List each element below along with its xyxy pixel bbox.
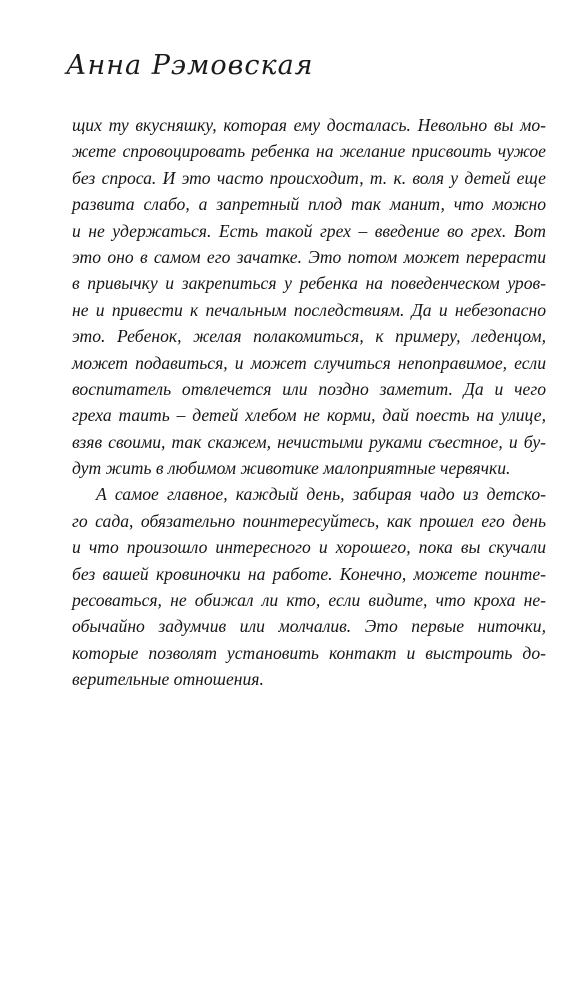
text-line: и не удержаться. Есть такой грех – введение во грех. Вот <box>72 220 546 241</box>
text-line: развита слабо, а запретный плод так манит, что можно <box>72 194 546 215</box>
text-line: не и привести к печальным последствиям. Да и небезопасно <box>72 299 546 320</box>
text-line: воспитатель отвлечется или поздно заметит. Да и чего <box>72 378 546 399</box>
text-line: ресоваться, не обижал ли кто, если видите, что кроха не- <box>72 590 546 611</box>
text-line: в привычку и закрепиться у ребенка на поведенческом уров- <box>72 273 546 294</box>
text-line: без спроса. И это часто происходит, т. к. воля у детей еще <box>72 167 546 188</box>
running-head-author: Анна Рэмовская <box>66 50 314 81</box>
text-line: дут жить в любимом животике малоприятные червячки. <box>72 458 511 479</box>
text-line: А самое главное, каждый день, забирая чадо из детско- <box>96 484 546 505</box>
text-line: обычайно задумчив или молчалив. Это первые ниточки, <box>72 616 546 637</box>
text-line: греха таить – детей хлебом не корми, дай поесть на улице, <box>72 405 546 426</box>
text-line: может подавиться, и может случиться непоправимое, если <box>72 352 546 373</box>
text-line: го сада, обязательно поинтересуйтесь, как прошел его день <box>72 510 546 531</box>
text-line: жете спровоцировать ребенка на желание присвоить чужое <box>72 141 546 162</box>
paragraph-1 <box>72 112 546 481</box>
body-text <box>72 112 546 693</box>
text-line: это. Ребенок, желая полакомиться, к примеру, леденцом, <box>72 326 546 347</box>
text-line: щих ту вкусняшку, которая ему досталась. Невольно вы мо- <box>72 115 546 135</box>
text-line: без вашей кровиночки на работе. Конечно, можете поинте- <box>72 563 546 584</box>
text-line: взяв своими, так скажем, нечистыми руками съестное, и бу- <box>72 431 546 452</box>
text-line: и что произошло интересного и хорошего, пока вы скучали <box>72 537 546 558</box>
text-line: которые позволят установить контакт и выстроить до- <box>72 642 546 663</box>
text-line: это оно в самом его зачатке. Это потом может перерасти <box>72 246 546 267</box>
paragraph-2 <box>72 481 546 692</box>
text-line: верительные отношения. <box>72 669 264 690</box>
